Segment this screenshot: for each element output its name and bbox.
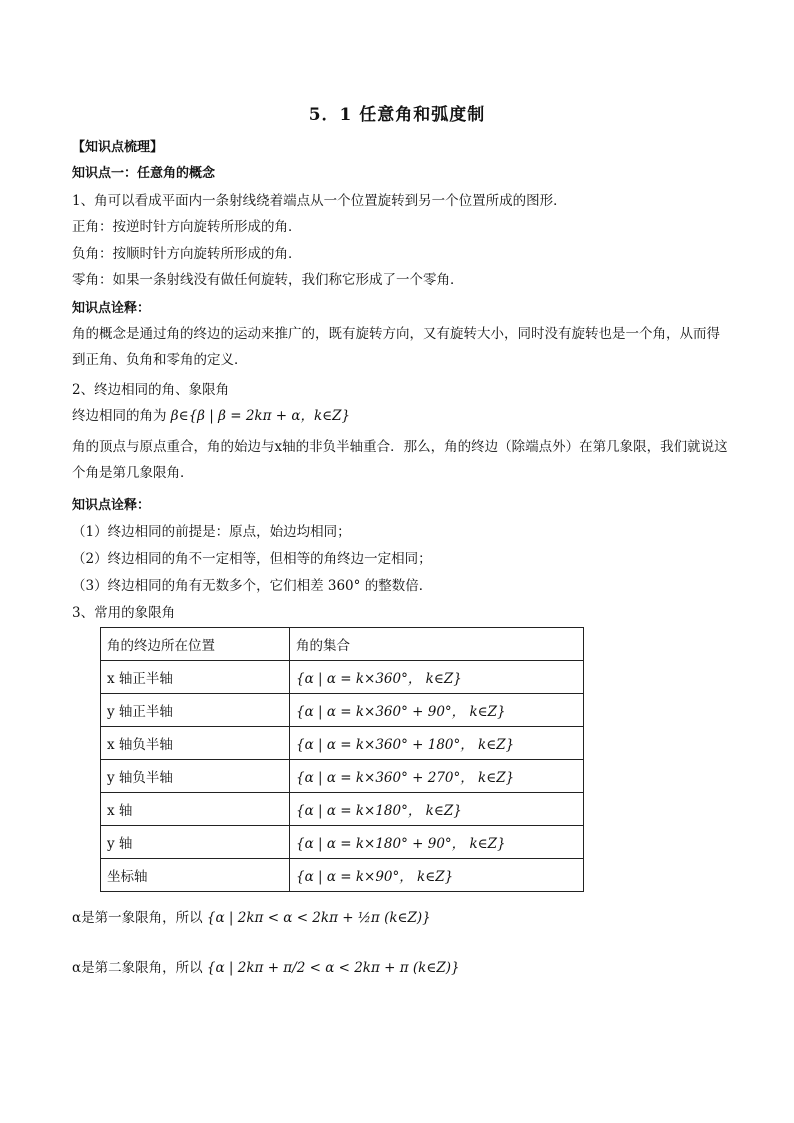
- table-cell-position: y 轴正半轴: [101, 694, 290, 727]
- quadrant-1-text: α是第一象限角，所以: [72, 910, 203, 926]
- table-row: [101, 859, 584, 892]
- table-cell-position: 坐标轴: [101, 859, 290, 892]
- table-header-row: [101, 628, 584, 661]
- table-row: [101, 694, 584, 727]
- note-1-paragraph: 角的概念是通过角的终边的运动来推广的，既有旋转方向，又有旋转大小，同时没有旋转也是一个角，从而得到正角、负角和零角的定义．: [72, 326, 720, 368]
- table-cell-position: x 轴: [101, 793, 290, 826]
- note-2-item-3: （3）终边相同的角有无数多个，它们相差 360° 的整数倍．: [72, 578, 433, 594]
- note-title-2: 知识点诠释：: [72, 498, 151, 513]
- quadrant-2-text: α是第二象限角，所以: [72, 960, 203, 976]
- kp2-paragraph: 角的顶点与原点重合，角的始边与x轴的非负半轴重合．那么，角的终边（除端点外）在第几象限，我们就说这个角是第几象限角．: [72, 439, 728, 481]
- table-row: [101, 826, 584, 859]
- table-cell-set: {α | α = k×360° + 90°， k∈Z}: [290, 694, 584, 727]
- table-cell-position: y 轴负半轴: [101, 760, 290, 793]
- table-cell-set: {α | α = k×180° + 90°， k∈Z}: [290, 826, 584, 859]
- kp1-line-1: 1、角可以看成平面内一条射线绕着端点从一个位置旋转到另一个位置所成的图形．: [72, 193, 567, 209]
- page-title: 5．1 任意角和弧度制: [308, 105, 486, 125]
- kp3-title: 3、常用的象限角: [72, 605, 176, 621]
- knowledge-point-1-title: 知识点一：任意角的概念: [72, 166, 216, 181]
- quadrant-1-formula: {α | 2kπ < α < 2kπ + ½π (k∈Z)}: [206, 910, 431, 926]
- section-header: 【知识点梳理】: [72, 140, 164, 155]
- quadrant-2-formula: {α | 2kπ + π/2 < α < 2kπ + π (k∈Z)}: [206, 960, 460, 976]
- table-cell-set: {α | α = k×360°， k∈Z}: [290, 661, 584, 694]
- table-cell-set: {α | α = k×360° + 270°， k∈Z}: [290, 760, 584, 793]
- kp2-title: 2、终边相同的角、象限角: [72, 382, 230, 398]
- table-cell-set: {α | α = k×90°， k∈Z}: [290, 859, 584, 892]
- table-header-position: 角的终边所在位置: [101, 628, 290, 661]
- kp2-set-prefix: 终边相同的角为: [72, 408, 167, 424]
- quadrant-2-line: [72, 956, 460, 976]
- table-cell-set: {α | α = k×360° + 180°， k∈Z}: [290, 727, 584, 760]
- kp2-set-formula: β∈{β | β = 2kπ + α，k∈Z}: [170, 408, 351, 424]
- table-row: [101, 727, 584, 760]
- table-header-set: 角的集合: [290, 628, 584, 661]
- table-row: [101, 760, 584, 793]
- table-cell-set: {α | α = k×180°， k∈Z}: [290, 793, 584, 826]
- quadrant-1-line: [72, 906, 431, 926]
- table-cell-position: y 轴: [101, 826, 290, 859]
- note-title-1: 知识点诠释：: [72, 301, 151, 316]
- table-row: [101, 661, 584, 694]
- kp1-line-3: 负角：按顺时针方向旋转所形成的角．: [72, 246, 302, 262]
- table-row: [101, 793, 584, 826]
- table-cell-position: x 轴正半轴: [101, 661, 290, 694]
- kp2-set-line: [72, 404, 350, 424]
- kp1-line-4: 零角：如果一条射线没有做任何旋转，我们称它形成了一个零角．: [72, 272, 464, 288]
- note-2-item-2: （2）终边相同的角不一定相等，但相等的角终边一定相同；: [72, 551, 432, 567]
- table-cell-position: x 轴负半轴: [101, 727, 290, 760]
- quadrant-angle-table: [100, 627, 584, 892]
- kp1-line-2: 正角：按逆时针方向旋转所形成的角．: [72, 219, 302, 235]
- note-2-item-1: （1）终边相同的前提是：原点，始边均相同；: [72, 524, 351, 540]
